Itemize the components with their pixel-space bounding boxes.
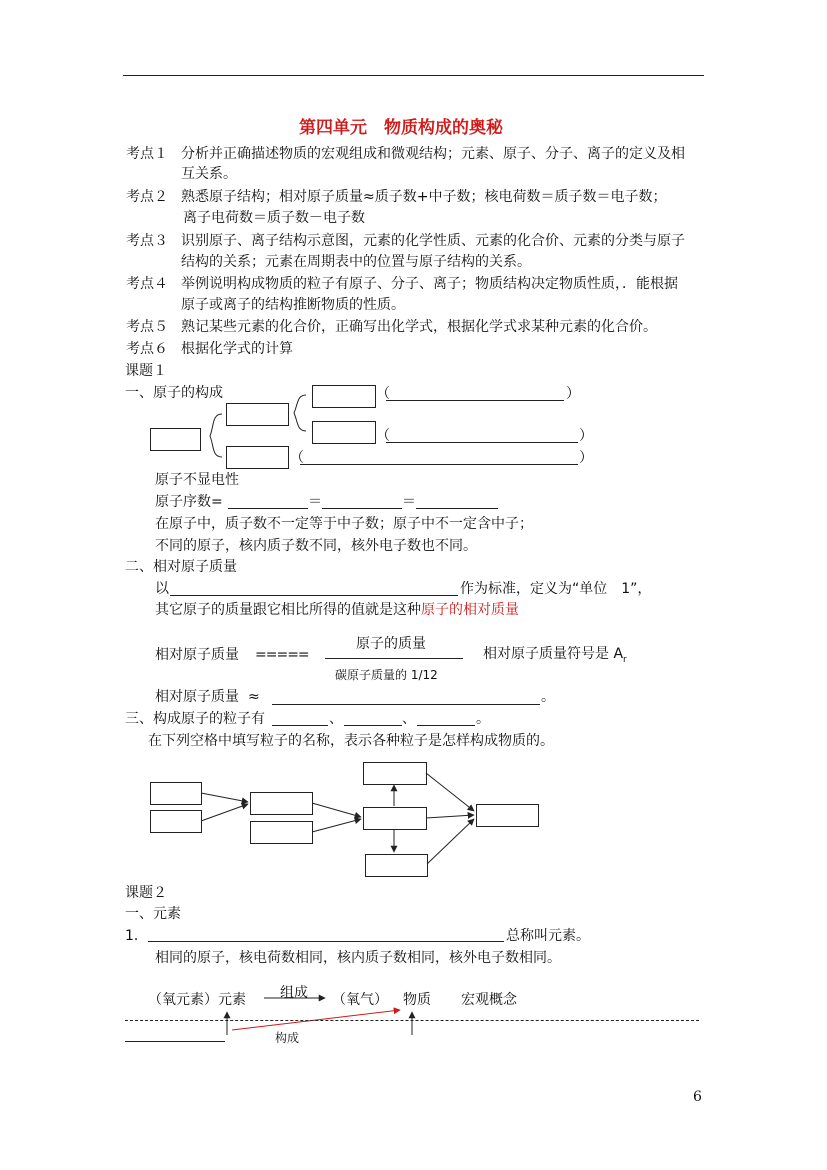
proton-paren-close: ） <box>566 386 580 402</box>
flow-arrows <box>201 773 474 864</box>
kaodian-3-line1: 识别原子、离子结构示意图，元素的化学性质、元素的化合价、元素的分类与原子 <box>181 233 685 249</box>
atom-note-2: 不同的原子，核内质子数不同，核外电子数也不同。 <box>155 538 477 554</box>
formula-denominator: 碳原子质量的 1/12 <box>335 668 438 682</box>
symbol-subscript: r <box>623 654 627 665</box>
compose-label: 组成 <box>280 985 308 1001</box>
element-item-number: 1． <box>125 928 148 944</box>
oxygen-gas-label: （氧气） <box>332 992 388 1008</box>
symbol-label: 相对原子质量符号是 A <box>483 646 624 662</box>
kaodian-3-label: 考点３ <box>126 233 168 249</box>
macro-concept-label: 宏观概念 <box>461 992 517 1008</box>
relative-mass-heading: 二、相对原子质量 <box>125 559 237 575</box>
definition-text: 其它原子的质量跟它相比所得的值就是这种 <box>155 602 421 618</box>
definition-highlight: 原子的相对质量 <box>421 602 519 618</box>
kaodian-2-line1: 熟悉原子结构；相对原子质量≈质子数+中子数；核电荷数＝质子数＝电子数； <box>181 189 667 205</box>
particle-sep-1: 、 <box>329 711 343 727</box>
kaodian-2-line2: 离子电荷数＝质子数－电子数 <box>183 210 365 226</box>
no-charge-text: 原子不显电性 <box>155 472 239 488</box>
particles-heading: 三、构成原子的粒子有 <box>125 711 265 727</box>
atom-note-1: 在原子中，质子数不一定等于中子数；原子中不一定含中子； <box>155 516 533 532</box>
proton-paren-open: （ <box>376 386 390 402</box>
atom-brace <box>210 395 306 457</box>
constitute-label: 构成 <box>275 1031 300 1045</box>
dashed-divider <box>125 1020 699 1021</box>
kaodian-2-label: 考点２ <box>126 189 168 205</box>
lesson2-heading: 课题２ <box>125 885 167 901</box>
element-note: 相同的原子，核电荷数相同，核内质子数相同，核外电子数相同。 <box>155 950 561 966</box>
atomic-number-eq-1: ＝ <box>308 494 322 510</box>
page-title: 第四单元 物质构成的奥秘 <box>299 118 503 138</box>
formula-label: 相对原子质量 <box>155 647 239 663</box>
kaodian-1-label: 考点１ <box>126 146 168 162</box>
particle-sep-2: 、 <box>402 711 416 727</box>
lesson1-heading: 课题１ <box>125 363 167 379</box>
kaodian-4-line2: 原子或离子的结构推断物质的性质。 <box>181 297 405 313</box>
electron-paren-close: ） <box>579 450 593 466</box>
kaodian-5-label: 考点５ <box>126 319 168 335</box>
kaodian-1-line1: 分析并正确描述物质的宏观组成和微观结构；元素、原子、分子、离子的定义及相 <box>181 146 685 162</box>
kaodian-4-label: 考点４ <box>126 276 168 292</box>
approx-label: 相对原子质量 <box>155 689 239 705</box>
fill-hint: 在下列空格中填写粒子的名称，表示各种粒子是怎样构成物质的。 <box>148 733 554 749</box>
atomic-number-eq-2: ＝ <box>402 494 416 510</box>
electron-paren-open: （ <box>290 450 304 466</box>
element-definition-blank[interactable] <box>148 941 504 942</box>
formula-numerator: 原子的质量 <box>356 636 426 652</box>
atomic-number-label: 原子序数= <box>155 494 223 510</box>
kaodian-3-line2: 结构的关系；元素在周期表中的位置与原子结构的关系。 <box>181 254 531 270</box>
particle-end: 。 <box>476 711 490 727</box>
standard-prefix: 以 <box>155 581 169 597</box>
kaodian-6-label: 考点６ <box>126 341 168 357</box>
oxygen-element-label: （氧元素）元素 <box>148 992 246 1008</box>
formula-equals: ===== <box>255 647 309 663</box>
neutron-paren-close: ） <box>579 428 593 444</box>
standard-suffix: 作为标准，定义为“单位 1”， <box>460 581 652 597</box>
page-number: 6 <box>693 1089 702 1105</box>
kaodian-4-line1: 举例说明构成物质的粒子有原子、分子、离子；物质结构决定物质性质，．能根据 <box>181 276 678 292</box>
neutron-paren-open: （ <box>376 428 390 444</box>
kaodian-5-line1: 熟记某些元素的化合价，正确写出化学式，根据化学式求某种元素的化合价。 <box>181 319 657 335</box>
micro-blank[interactable] <box>125 1041 225 1042</box>
element-definition-tail: 总称叫元素。 <box>506 928 590 944</box>
element-heading: 一、元素 <box>125 906 181 922</box>
kaodian-6-line1: 根据化学式的计算 <box>181 341 293 357</box>
substance-label: 物质 <box>403 992 431 1008</box>
approx-period: 。 <box>541 689 555 705</box>
atom-structure-heading: 一、原子的构成 <box>125 385 223 401</box>
approx-sign: ≈ <box>248 689 260 705</box>
kaodian-1-line2: 互关系。 <box>181 166 237 182</box>
